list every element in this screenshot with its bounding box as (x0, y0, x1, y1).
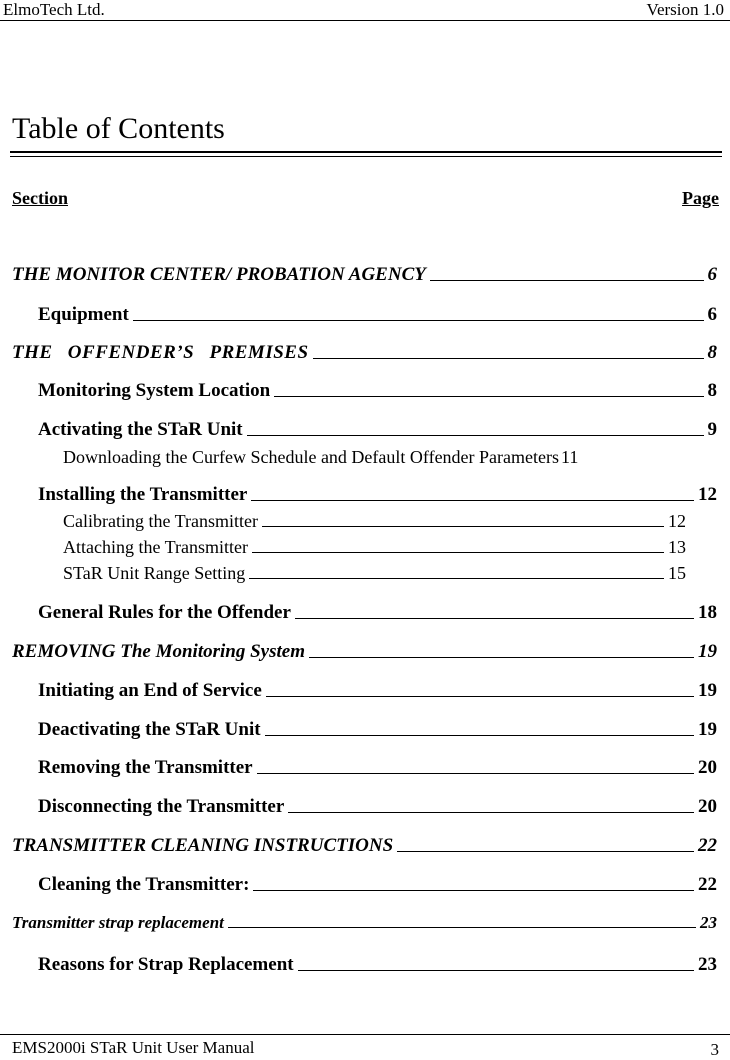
toc-entry-text: Calibrating the Transmitter (63, 511, 258, 531)
toc-entry[interactable] (38, 484, 717, 506)
toc-entry-text: Deactivating the STaR Unit (38, 719, 261, 740)
toc-entry[interactable] (12, 641, 717, 663)
page-number: 3 (710, 1040, 719, 1059)
dot-leader (274, 396, 703, 397)
toc-entry-text: Equipment (38, 304, 129, 325)
page-column-label: Page (682, 188, 719, 208)
toc-entry[interactable] (63, 447, 720, 468)
toc-entry[interactable] (12, 342, 717, 364)
dot-leader (251, 500, 694, 501)
toc-entry[interactable] (12, 913, 717, 933)
dot-leader (313, 358, 704, 359)
toc-entry[interactable] (38, 380, 717, 402)
dot-leader (249, 578, 664, 579)
dot-leader (430, 280, 704, 281)
toc-entry-text: Activating the STaR Unit (38, 419, 243, 440)
toc-entry[interactable] (12, 835, 717, 857)
dot-leader (262, 526, 664, 527)
toc-entry-page: 23 (700, 913, 717, 932)
dot-leader (288, 812, 694, 813)
company-name: ElmoTech Ltd. (3, 0, 105, 19)
toc-entry-text: Monitoring System Location (38, 380, 271, 401)
toc-entry-page: 11 (561, 447, 579, 467)
toc-entry-text: Attaching the Transmitter (63, 537, 248, 557)
toc-entry-text: Disconnecting the Transmitter (38, 796, 285, 817)
toc-entry[interactable] (38, 419, 717, 441)
toc-entry[interactable] (38, 602, 717, 624)
toc-entry-page: 8 (707, 380, 717, 401)
manual-title: EMS2000i STaR Unit User Manual (12, 1038, 255, 1057)
document-version: Version 1.0 (646, 0, 724, 19)
title-rule (10, 156, 722, 157)
toc-entry-text: Cleaning the Transmitter: (38, 874, 250, 895)
toc-entry[interactable] (38, 304, 717, 326)
toc-entry[interactable] (38, 796, 717, 818)
toc-entry[interactable] (63, 563, 686, 584)
page-header (0, 0, 730, 21)
toc-entry-page: 13 (668, 537, 686, 557)
dot-leader (252, 552, 664, 553)
toc-entry-text: STaR Unit Range Setting (63, 563, 246, 583)
toc-entry[interactable] (38, 757, 717, 779)
toc-entry-text: Transmitter strap replacement (12, 913, 224, 932)
toc-entry-page: 22 (698, 874, 717, 895)
toc-entry-page: 9 (707, 419, 717, 440)
toc-entry-page: 6 (707, 264, 717, 285)
toc-entry-text: TRANSMITTER CLEANING INSTRUCTIONS (12, 835, 394, 856)
section-column-label: Section (12, 188, 68, 208)
toc-entry[interactable] (38, 874, 717, 896)
toc-entry-page: 19 (698, 641, 717, 662)
dot-leader (247, 435, 704, 436)
toc-entry-page: 19 (698, 680, 717, 701)
toc-entry[interactable] (63, 537, 686, 558)
toc-entry-text: Removing the Transmitter (38, 757, 253, 778)
toc-entry-page: 18 (698, 602, 717, 623)
dot-leader (298, 970, 694, 971)
toc-entry-page: 20 (698, 757, 717, 778)
dot-leader (253, 890, 694, 891)
toc-entry[interactable] (63, 511, 686, 532)
toc-entry-text: General Rules for the Offender (38, 602, 291, 623)
dot-leader (133, 320, 704, 321)
toc-entry-text: Installing the Transmitter (38, 484, 248, 505)
toc-entry-page: 22 (698, 835, 717, 856)
toc-entry[interactable] (38, 719, 717, 741)
dot-leader (266, 696, 694, 697)
toc-entry[interactable] (38, 680, 717, 702)
toc-entry-text: Initiating an End of Service (38, 680, 262, 701)
toc-entry-text: Reasons for Strap Replacement (38, 954, 294, 975)
dot-leader (257, 773, 694, 774)
toc-entry-text: REMOVING The Monitoring System (12, 641, 305, 662)
toc-entry[interactable] (38, 954, 717, 976)
toc-entry-text: Downloading the Curfew Schedule and Default Offender Parameters (63, 447, 560, 467)
toc-entry-text: THE OFFENDER’S PREMISES (12, 342, 309, 363)
footer-rule (0, 1034, 730, 1035)
dot-leader (295, 618, 694, 619)
toc-entry-page: 6 (707, 304, 717, 325)
title-rule (10, 151, 722, 153)
toc-entry-text: THE MONITOR CENTER/ PROBATION AGENCY (12, 264, 426, 285)
toc-title: Table of Contents (12, 112, 225, 145)
dot-leader (228, 927, 696, 928)
toc-entry-page: 23 (698, 954, 717, 975)
toc-entry-page: 15 (668, 563, 686, 583)
toc-entry-page: 12 (698, 484, 717, 505)
toc-entry-page: 8 (707, 342, 717, 363)
toc-entry-page: 12 (668, 511, 686, 531)
dot-leader (309, 657, 694, 658)
dot-leader (397, 851, 694, 852)
toc-entry-page: 20 (698, 796, 717, 817)
toc-entry[interactable] (12, 264, 717, 286)
dot-leader (265, 735, 694, 736)
toc-entry-page: 19 (698, 719, 717, 740)
